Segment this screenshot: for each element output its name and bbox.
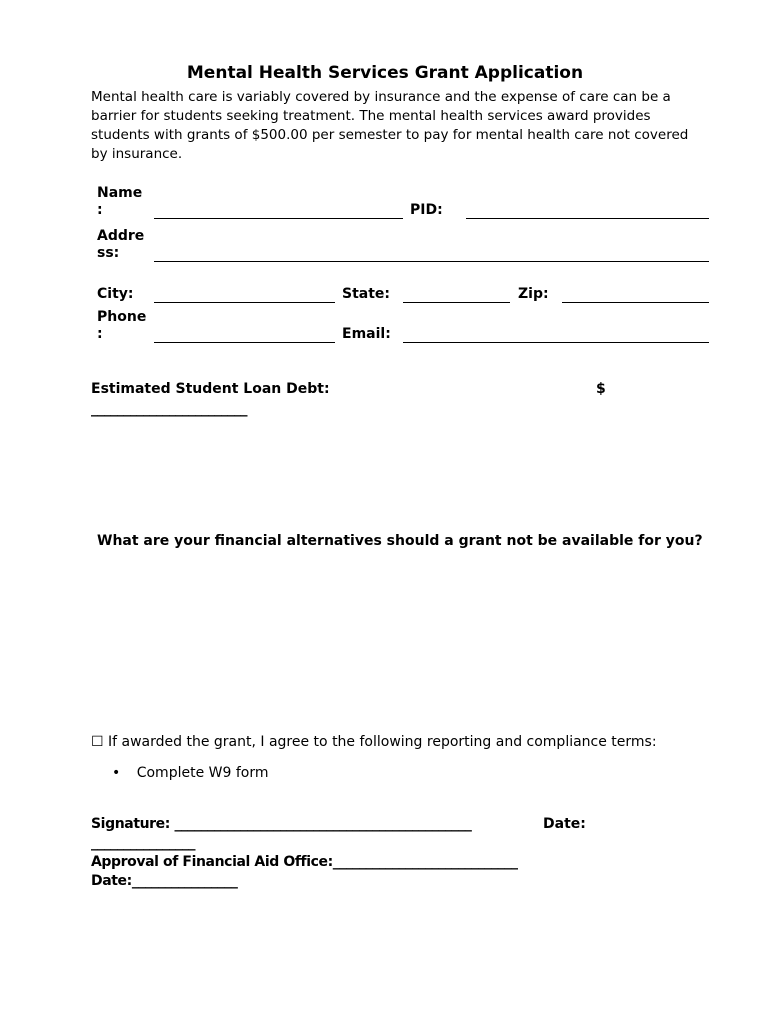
name-label: Name : (97, 185, 143, 218)
city-field[interactable] (154, 302, 335, 303)
agreement-checkbox[interactable]: ☐ (91, 734, 104, 750)
approval-line[interactable]: Approval of Financial Aid Office:____________________________ (91, 854, 518, 870)
email-field[interactable] (403, 342, 709, 343)
pid-label: PID: (410, 202, 443, 218)
document-title: Mental Health Services Grant Application (186, 63, 584, 83)
signature-date-field[interactable]: ________________ (91, 835, 195, 851)
bullet-item-text: Complete W9 form (136, 765, 269, 781)
zip-field[interactable] (562, 302, 709, 303)
phone-label: Phone : (97, 309, 147, 342)
phone-field[interactable] (154, 342, 335, 343)
agreement-text: If awarded the grant, I agree to the following reporting and compliance terms: (108, 734, 657, 750)
city-label: City: (97, 286, 134, 302)
bullet-item-row (112, 765, 268, 781)
intro-paragraph: Mental health care is variably covered by insurance and the expense of care can be a barrier for students seeking treatment. The mental health services award provides students with grants of $500.00 per semester to pay for mental health care not covered by insurance. (91, 89, 689, 162)
email-label: Email: (342, 326, 391, 342)
signature-line[interactable]: Signature: _____________________________________________ (91, 816, 472, 832)
loan-dollar-sign: $ (596, 381, 606, 397)
agreement-row (91, 734, 657, 750)
financial-alternatives-question: What are your financial alternatives should a grant not be available for you? (97, 533, 703, 549)
loan-debt-field[interactable]: ________________________ (91, 401, 247, 417)
zip-label: Zip: (518, 286, 549, 302)
loan-debt-label: Estimated Student Loan Debt: (91, 381, 330, 397)
address-label: Addre ss: (97, 228, 145, 261)
state-label: State: (342, 286, 391, 302)
approval-date-line[interactable]: Date:________________ (91, 873, 238, 889)
address-field[interactable] (154, 261, 709, 262)
pid-field[interactable] (466, 218, 709, 219)
bullet-icon: • (112, 765, 121, 781)
state-field[interactable] (403, 302, 510, 303)
name-field[interactable] (154, 218, 403, 219)
signature-date-label: Date: (543, 816, 586, 832)
